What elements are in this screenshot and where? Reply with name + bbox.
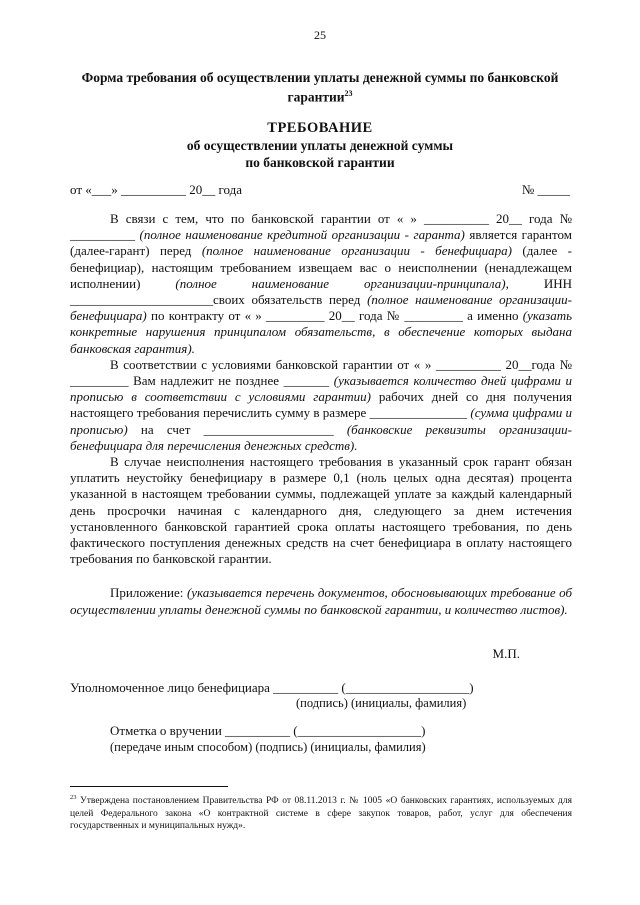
p2-hint-days: (указывается количество дней цифрами и прописью в соответствии с условиями гарантии) — [70, 373, 572, 405]
page-number: 25 — [314, 28, 326, 42]
seal-placeholder: М.П. — [492, 646, 520, 661]
p1-hint-violations: (указать конкретные нарушения принципалом обязательств, в обеспечение которых выдана банковская гарантия). — [70, 308, 572, 356]
form-heading — [62, 70, 578, 106]
beneficiary-signature-caption: (подпись) (инициалы, фамилия) — [296, 696, 467, 710]
beneficiary-signature-line: Уполномоченное лицо бенефициара __________ (___________________) — [70, 680, 474, 695]
footnote-divider — [70, 786, 228, 787]
p1-hint-principal: (полное наименование организации-принципала), — [175, 275, 509, 291]
p1-text-i: по контракту от « » _________ 20__ года № _________ а именно — [146, 308, 523, 324]
paragraph-notice — [70, 211, 572, 357]
footnote-text: Утверждена постановлением Правительства РФ от 08.11.2013 г. № 1005 «О банковских гарантиях, используемых для целей Федерального закона «О контрактной системе в сфере закупок товаров, работ, услуг для обеспечения государственных и муниципальных нужд». — [70, 796, 572, 832]
date-field: от «___» __________ 20__ года — [70, 182, 243, 197]
footnote-number: 23 — [70, 794, 77, 801]
p1-hint-guarantor: (полное наименование кредитной организации - гаранта) — [139, 227, 465, 243]
p2-hint-amount: (сумма цифрами и прописью) — [70, 405, 572, 437]
document-body — [70, 211, 572, 618]
p2-text-c: рабочих дней со дня получения настоящего требования перечислить сумму в размере _______________ — [70, 389, 573, 421]
delivery-mark-line: Отметка о вручении __________ (___________________) — [110, 723, 426, 738]
delivery-mark-caption: (передаче иным способом) (подпись) (инициалы, фамилия) — [110, 740, 426, 754]
request-subtitle-2: по банковской гарантии — [245, 155, 395, 170]
form-heading-text: Форма требования об осуществлении уплаты денежной суммы по банковской гарантии — [81, 70, 559, 105]
appendix-label: Приложение: — [110, 585, 187, 601]
p1-hint-beneficiary: (полное наименование организации - бенефициара) — [201, 243, 512, 259]
p1-text-a: В связи с тем, что по банковской гарантии от « » __________ 20__ года № __________ — [70, 211, 572, 243]
p1-hint-beneficiary-org: (полное наименование организации-бенефициара) — [70, 292, 573, 324]
paragraph-penalty: В случае неисполнения настоящего требования в указанный срок гарант обязан уплатить неустойку бенефициару в размере 0,1 (ноль целых одна десятая) процента указанной в настоящем требовании суммы, подлежащей уплате за каждый календарный день просрочки начиная с календарного дня, следующего за днем истечения установленного банковской гарантией срока оплаты настоящего требования, по день фактического поступления денежных средств на счет бенефициара в оплату настоящего требования по банковской гарантии. — [70, 454, 572, 567]
number-field: № _____ — [521, 182, 570, 197]
paragraph-appendix — [70, 585, 572, 617]
appendix-hint: (указывается перечень документов, обосновывающих требование об осуществлении уплаты денежной суммы по банковской гарантии, и количество листов). — [70, 585, 572, 617]
p2-text-e: на счет ____________________ — [127, 421, 347, 437]
footnote-reference: 23 — [344, 89, 353, 98]
footnote — [70, 792, 572, 833]
paragraph-payment — [70, 357, 572, 454]
request-title: ТРЕБОВАНИЕ — [267, 120, 373, 136]
request-subtitle-1: об осуществлении уплаты денежной суммы — [186, 138, 454, 153]
p1-text-g: ИНН ______________________своих обязательств перед — [70, 275, 572, 308]
request-title-block — [62, 120, 578, 171]
p2-text-a: В соответствии с условиями банковской гарантии от « » __________ 20__года № _________ Вам надлежит не позднее _______ — [70, 356, 572, 389]
p1-text-e: (далее - бенефициар), настоящим требованием извещаем вас о неисполнении (ненадлежащем исполнении) — [70, 243, 572, 291]
p2-hint-bank-details: (банковские реквизиты организации-бенефициара для перечисления денежных средств). — [70, 421, 572, 453]
p1-text-c: является гарантом (далее-гарант) перед — [70, 227, 572, 259]
